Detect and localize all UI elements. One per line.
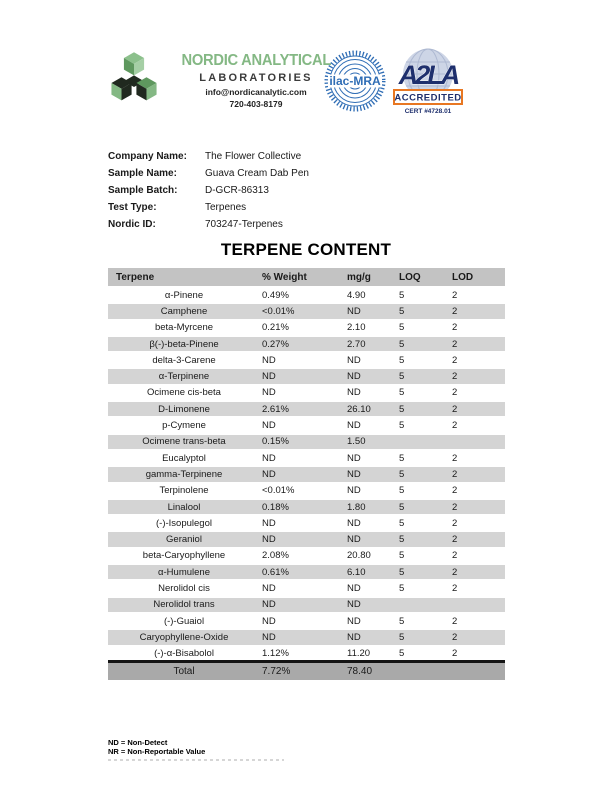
info-row-test-type bbox=[108, 199, 309, 216]
col-header-weight: % Weight bbox=[262, 271, 307, 283]
footnote-nr: NR = Non-Reportable Value bbox=[108, 747, 206, 756]
table-row: Geraniol ND ND 5 2 bbox=[108, 531, 505, 547]
info-row-sample-name bbox=[108, 165, 309, 182]
info-row-company bbox=[108, 148, 309, 165]
page-title: TERPENE CONTENT bbox=[220, 240, 392, 259]
table-row: beta-Myrcene 0.21% 2.10 5 2 bbox=[108, 320, 505, 336]
table-row: delta-3-Carene ND ND 5 2 bbox=[108, 352, 505, 368]
table-row: D-Limonene 2.61% 26.10 5 2 bbox=[108, 401, 505, 417]
table-row: (-)-α-Bisabolol 1.12% 11.20 5 2 bbox=[108, 646, 505, 662]
a2la-cert-number: CERT #4728.01 bbox=[404, 108, 452, 115]
lab-name: NORDIC ANALYTICAL bbox=[181, 52, 331, 69]
table-row: p-Cymene ND ND 5 2 bbox=[108, 417, 505, 433]
table-row: Linalool 0.18% 1.80 5 2 bbox=[108, 499, 505, 515]
terpene-table bbox=[108, 268, 505, 680]
total-label: Total bbox=[173, 666, 195, 678]
lab-identity-block bbox=[172, 52, 340, 109]
a2la-wordmark: A2LA bbox=[398, 60, 458, 90]
footnote-nd: ND = Non-Detect bbox=[108, 738, 168, 747]
sample-info-block bbox=[108, 148, 309, 233]
table-row: Nerolidol cis ND ND 5 2 bbox=[108, 580, 505, 596]
nordic-cubes-logo bbox=[98, 46, 170, 112]
table-row: α-Humulene 0.61% 6.10 5 2 bbox=[108, 564, 505, 580]
col-header-terpene: Terpene bbox=[116, 271, 155, 283]
footnotes-block bbox=[108, 738, 284, 761]
lab-phone: 720-403-8179 bbox=[229, 99, 283, 109]
table-row: Terpinolene <0.01% ND 5 2 bbox=[108, 483, 505, 499]
table-row: α-Pinene 0.49% 4.90 5 2 bbox=[108, 287, 505, 303]
table-header-row bbox=[108, 268, 505, 287]
total-weight-value: 7.72% bbox=[262, 666, 291, 678]
table-row: beta-Caryophyllene 2.08% 20.80 5 2 bbox=[108, 548, 505, 564]
info-label: Sample Name: bbox=[108, 168, 177, 179]
col-header-lod: LOD bbox=[452, 271, 474, 283]
a2la-accredited-label: ACCREDITED bbox=[394, 92, 462, 104]
col-header-loq: LOQ bbox=[399, 271, 421, 283]
table-row: β(-)-beta-Pinene 0.27% 2.70 5 2 bbox=[108, 336, 505, 352]
info-row-nordic-id bbox=[108, 216, 309, 233]
info-label: Company Name: bbox=[108, 151, 187, 162]
table-row: Caryophyllene-Oxide ND ND 5 2 bbox=[108, 629, 505, 645]
info-row-sample-batch bbox=[108, 182, 309, 199]
table-row: α-Terpinene ND ND 5 2 bbox=[108, 368, 505, 384]
table-row: Ocimene trans-beta 0.15% 1.50 bbox=[108, 434, 505, 450]
ilac-mra-label: ilac-MRA bbox=[329, 74, 381, 88]
info-label: Nordic ID: bbox=[108, 219, 156, 230]
table-row: (-)-Isopulegol ND ND 5 2 bbox=[108, 515, 505, 531]
illegible-footnote-line bbox=[108, 759, 284, 761]
table-row: Eucalyptol ND ND 5 2 bbox=[108, 450, 505, 466]
nordic-id-value: 703247-Terpenes bbox=[205, 219, 283, 230]
table-row: Ocimene cis-beta ND ND 5 2 bbox=[108, 385, 505, 401]
table-row: Nerolidol trans ND ND bbox=[108, 597, 505, 613]
table-row: (-)-Guaiol ND ND 5 2 bbox=[108, 613, 505, 629]
col-header-mgg: mg/g bbox=[347, 271, 371, 283]
sample-batch-value: D-GCR-86313 bbox=[205, 185, 269, 196]
table-row: Camphene <0.01% ND 5 2 bbox=[108, 303, 505, 319]
test-type-value: Terpenes bbox=[205, 202, 247, 213]
sample-name-value: Guava Cream Dab Pen bbox=[205, 168, 309, 179]
ilac-mra-accreditation-icon bbox=[324, 50, 386, 112]
table-row: gamma-Terpinene ND ND 5 2 bbox=[108, 466, 505, 482]
table-total-row bbox=[108, 662, 505, 680]
total-mgg-value: 78.40 bbox=[347, 666, 373, 678]
lab-subtitle: LABORATORIES bbox=[199, 72, 313, 84]
company-name-value: The Flower Collective bbox=[205, 151, 302, 162]
lab-email: info@nordicanalytic.com bbox=[205, 87, 307, 97]
info-label: Test Type: bbox=[108, 202, 157, 213]
info-label: Sample Batch: bbox=[108, 185, 178, 196]
a2la-accreditation-icon bbox=[388, 46, 468, 118]
